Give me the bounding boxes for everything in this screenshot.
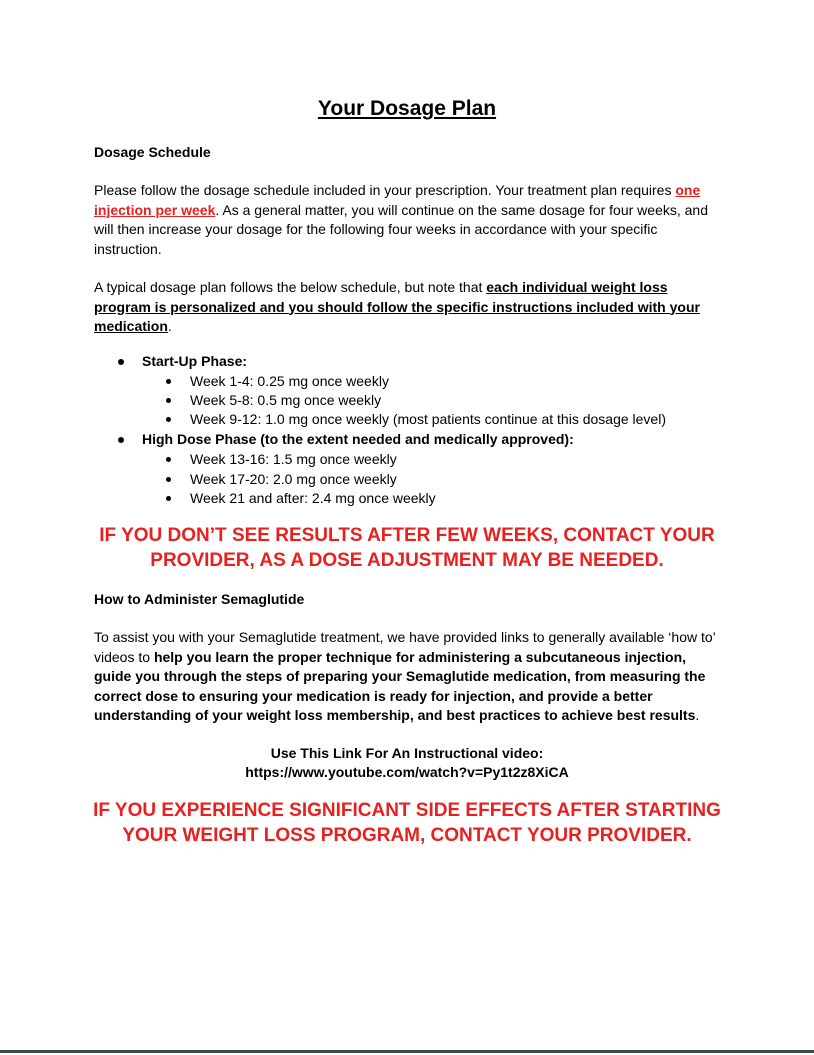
- phase-label-startup: Start-Up Phase:: [142, 353, 248, 369]
- typical-plan-paragraph: [94, 278, 719, 337]
- list-item: Week 5-8: 0.5 mg once weekly: [190, 392, 382, 408]
- side-effects-warning-line1: IF YOU EXPERIENCE SIGNIFICANT SIDE EFFECTS AFTER STARTING: [93, 800, 721, 821]
- dosage-schedule-heading: Dosage Schedule: [94, 144, 211, 160]
- instructional-link-label: Use This Link For An Instructional video:: [270, 745, 544, 761]
- list-item: Week 13-16: 1.5 mg once weekly: [190, 451, 397, 467]
- list-bullet: [166, 496, 171, 501]
- list-bullet: [166, 398, 171, 403]
- instructional-video-link[interactable]: https://www.youtube.com/watch?v=Py1t2z8XiCA: [245, 764, 569, 780]
- page-bottom-divider: [0, 1050, 814, 1053]
- administer-text-after: .: [695, 707, 700, 723]
- para2-text-after: .: [167, 318, 172, 334]
- list-bullet: [166, 417, 171, 422]
- side-effects-warning-line2: YOUR WEIGHT LOSS PROGRAM, CONTACT YOUR PROVIDER.: [122, 825, 692, 846]
- dosage-schedule-paragraph: [94, 181, 719, 259]
- administer-text-bold: help you learn the proper technique for administering a subcutaneous injection, guide you through the steps of preparing your Semaglutide medication, from measuring the correct dose to ensuring your medication is ready for injection, and provide a better understanding of your weight loss membership, and best practices to achieve best results: [94, 648, 706, 723]
- list-item: Week 9-12: 1.0 mg once weekly (most patients continue at this dosage level): [190, 411, 666, 427]
- administer-text-before: To assist you with your Semaglutide treatment, we have provided links to generally available ‘how to’ videos to: [94, 629, 716, 665]
- list-item: Week 1-4: 0.25 mg once weekly: [190, 373, 389, 389]
- para2-text-before: A typical dosage plan follows the below schedule, but note that: [94, 279, 487, 295]
- list-bullet: [166, 457, 171, 462]
- results-warning-line1: IF YOU DON’T SEE RESULTS AFTER FEW WEEKS, CONTACT YOUR: [99, 525, 715, 546]
- list-bullet: [166, 477, 171, 482]
- phase-bullet: [118, 359, 124, 365]
- administer-paragraph: [94, 628, 719, 726]
- injection-frequency-highlight: one injection per week: [94, 182, 701, 218]
- para1-text-after: . As a general matter, you will continue on the same dosage for four weeks, and will then increase your dosage for the following four weeks in accordance with your specific instruction.: [94, 201, 708, 257]
- administer-heading: How to Administer Semaglutide: [94, 591, 305, 607]
- list-item: Week 21 and after: 2.4 mg once weekly: [190, 490, 436, 506]
- phase-label-high-dose: High Dose Phase (to the extent needed and medically approved):: [142, 431, 574, 447]
- list-bullet: [166, 379, 171, 384]
- para1-text-before: Please follow the dosage schedule included in your prescription. Your treatment plan requires: [94, 182, 676, 198]
- list-item: Week 17-20: 2.0 mg once weekly: [190, 471, 397, 487]
- results-warning-line2: PROVIDER, AS A DOSE ADJUSTMENT MAY BE NEEDED.: [150, 550, 664, 571]
- phase-bullet: [118, 437, 124, 443]
- personalized-program-note: each individual weight loss program is personalized and you should follow the specific instructions included with your medication: [94, 279, 700, 334]
- page-title: Your Dosage Plan: [317, 97, 497, 120]
